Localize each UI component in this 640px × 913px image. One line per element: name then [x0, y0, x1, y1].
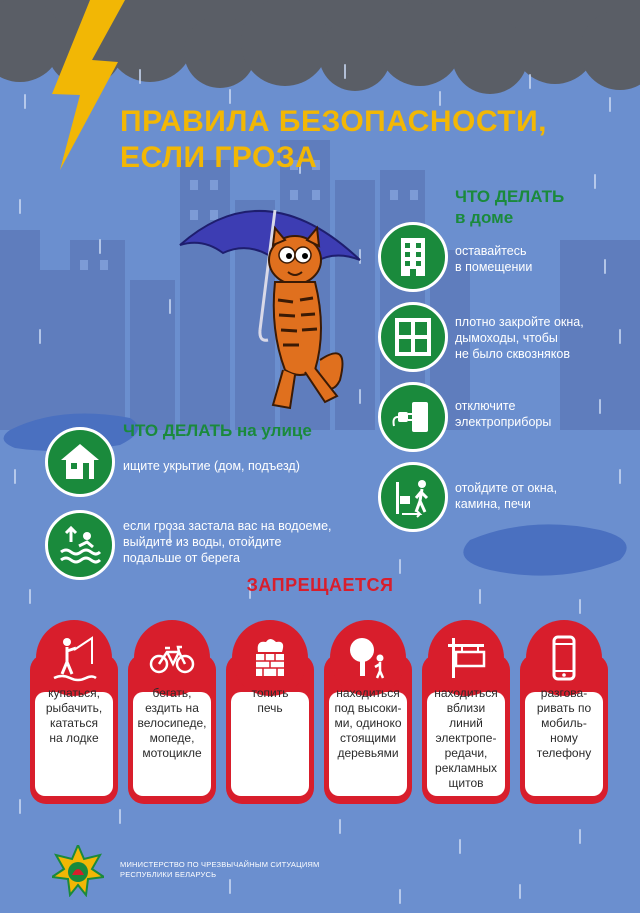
tree-person-icon	[344, 634, 392, 682]
home-item-2-text: плотно закройте окна, дымоходы, чтобы не было сквозняков	[455, 315, 584, 361]
home-item-2-circle	[378, 302, 448, 372]
person-walking-away-icon	[390, 474, 436, 520]
forbidden-card-1-text: купаться, рыбачить, кататься на лодке	[45, 686, 103, 745]
home-item-3-text: отключите электроприборы	[455, 399, 552, 429]
stove-fire-icon	[246, 634, 294, 682]
fishing-icon	[50, 634, 98, 682]
mobile-phone-icon	[540, 634, 588, 682]
forbidden-card-2-text: бегать, ездить на велосипеде, мопеде, мотоцикле	[137, 686, 207, 760]
ministry-name	[120, 860, 380, 880]
window-icon	[390, 314, 436, 360]
forbidden-card-5-text: находиться вблизи линий электропе- редачи, рекламных щитов	[434, 686, 498, 790]
forbidden-card-4	[324, 620, 412, 805]
forbidden-card-6-text: разгова- ривать по мобиль- ному телефону	[536, 686, 592, 760]
street-item-2-circle	[45, 510, 115, 580]
house-shelter-icon	[57, 439, 103, 485]
home-heading	[455, 186, 625, 228]
home-heading-line-1: ЧТО ДЕЛАТЬ	[455, 187, 565, 206]
bicycle-icon	[148, 634, 196, 682]
home-heading-line-2: в доме	[455, 208, 514, 227]
home-item-1-circle	[378, 222, 448, 292]
forbidden-heading: ЗАПРЕЩАЕТСЯ	[246, 575, 394, 595]
ministry-line-2: РЕСПУБЛИКИ БЕЛАРУСЬ	[120, 870, 217, 879]
street-item-1-circle	[45, 427, 115, 497]
forbidden-card-4-text: находиться под высоки- ми, одиноко стоящими деревьями	[334, 686, 402, 760]
forbidden-card-1-circle	[36, 620, 112, 696]
home-item-4-text: отойдите от окна, камина, печи	[455, 481, 558, 511]
home-item-3-circle	[378, 382, 448, 452]
title-line-2: ЕСЛИ ГРОЗА	[120, 141, 318, 174]
power-line-sign-icon	[442, 634, 490, 682]
cat-with-umbrella	[175, 190, 365, 415]
home-item-1-text: оставайтесь в помещении	[455, 244, 533, 274]
street-heading-bold: ЧТО ДЕЛАТЬ	[123, 421, 233, 440]
title-line-1: ПРАВИЛА БЕЗОПАСНОСТИ,	[120, 105, 547, 138]
building-icon	[390, 234, 436, 280]
ministry-emblem-logo	[52, 845, 104, 897]
street-heading	[123, 421, 423, 441]
street-item-2-text: если гроза застала вас на водоеме, выйдите из воды, отойдите подальше от берега	[123, 519, 332, 565]
forbidden-card-4-circle	[330, 620, 406, 696]
forbidden-card-3	[226, 620, 314, 805]
street-item-1-text: ищите укрытие (дом, подъезд)	[123, 459, 300, 473]
forbidden-card-3-text: топить печь	[251, 686, 289, 715]
forbidden-card-2-circle	[134, 620, 210, 696]
forbidden-card-1	[30, 620, 118, 805]
forbidden-card-5	[422, 620, 510, 805]
page-title	[120, 104, 600, 176]
forbidden-card-2	[128, 620, 216, 805]
forbidden-card-6	[520, 620, 608, 805]
forbidden-card-3-circle	[232, 620, 308, 696]
ministry-line-1: МИНИСТЕРСТВО ПО ЧРЕЗВЫЧАЙНЫМ СИТУАЦИЯМ	[120, 860, 320, 869]
street-heading-rest: на улице	[232, 421, 312, 440]
forbidden-card-5-circle	[428, 620, 504, 696]
swimmer-exit-icon	[57, 522, 103, 568]
forbidden-card-6-circle	[526, 620, 602, 696]
